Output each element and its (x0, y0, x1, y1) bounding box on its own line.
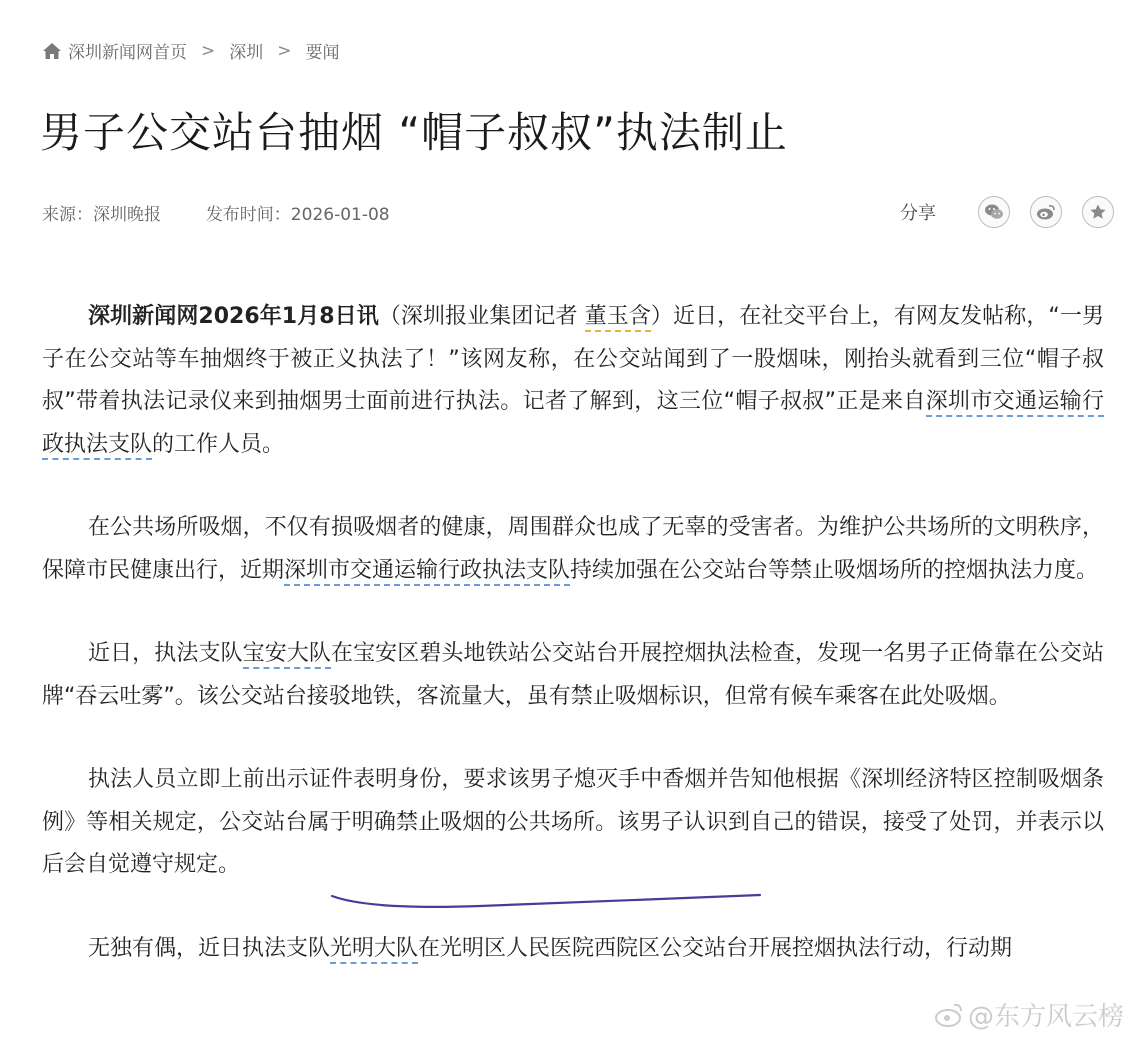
wechat-icon (984, 203, 1004, 221)
article-paragraph: 无独有偶，近日执法支队光明大队在光明区人民医院西院区公交站台开展控烟执法行动，行动期 (42, 928, 1104, 971)
share-weibo-button[interactable] (1030, 196, 1062, 228)
watermark-text: @东方风云榜 (967, 1002, 1124, 1032)
share-favorite-button[interactable] (1082, 196, 1114, 228)
share-label: 分享 (900, 203, 936, 224)
reporter-link[interactable]: 董玉含 (585, 304, 651, 332)
article-paragraph: 近日，执法支队宝安大队在宝安区碧头地铁站公交站台开展控烟执法检查，发现一名男子正倚靠在公交站牌“吞云吐雾”。该公交站台接驳地铁，客流量大，虽有禁止吸烟标识，但常有候车乘客在此处吸烟。 (42, 641, 1104, 709)
breadcrumb-separator: > (277, 40, 292, 61)
article-paragraph: 执法人员立即上前出示证件表明身份，要求该男子熄灭手中香烟并告知他根据《深圳经济特区控制吸烟条例》等相关规定，公交站台属于明确禁止吸烟的公共场所。该男子认识到自己的错误，接受了处罚，并表示以后会自觉遵守规定。 (42, 767, 1104, 877)
entity-link-enforcement-detachment[interactable]: 深圳市交通运输行政执法支队 (284, 558, 570, 586)
breadcrumb-news-link[interactable]: 要闻 (305, 43, 340, 63)
breadcrumb-separator: > (201, 40, 216, 61)
article-body (42, 296, 1104, 1011)
article-lead: 深圳新闻网2026年1月8日讯 (88, 304, 379, 329)
favorite-icon (1089, 203, 1107, 221)
weibo-icon (934, 1000, 964, 1030)
share-bar (900, 196, 1114, 228)
entity-link-baoan-brigade[interactable]: 宝安大队 (243, 641, 331, 669)
weibo-watermark (934, 996, 1124, 1033)
article-meta (42, 200, 390, 225)
page-title: 男子公交站台抽烟 “帽子叔叔”执法制止 (40, 108, 788, 157)
publish-time: 发布时间：2026-01-08 (205, 205, 390, 225)
share-wechat-button[interactable] (978, 196, 1010, 228)
entity-link-guangming-brigade[interactable]: 光明大队 (330, 936, 418, 964)
breadcrumb-home-link[interactable]: 深圳新闻网首页 (68, 43, 187, 63)
home-icon[interactable] (42, 41, 62, 61)
article-source: 来源：深圳晚报 (42, 205, 161, 225)
breadcrumb (42, 38, 340, 63)
entity-link-enforcement-detachment[interactable]: 深圳市交通运输行政执法支队 (42, 389, 1104, 460)
breadcrumb-shenzhen-link[interactable]: 深圳 (229, 43, 264, 63)
weibo-icon (1036, 203, 1056, 221)
article-paragraph: 在公共场所吸烟，不仅有损吸烟者的健康，周围群众也成了无辜的受害者。为维护公共场所的文明秩序，保障市民健康出行，近期深圳市交通运输行政执法支队持续加强在公交站台等禁止吸烟场所的控烟执法力度。 (42, 507, 1104, 592)
article-paragraph: 深圳新闻网2026年1月8日讯（深圳报业集团记者 董玉含）近日，在社交平台上，有网友发帖称，“一男子在公交站等车抽烟终于被正义执法了！”该网友称，在公交站闻到了一股烟味，刚抬头就看到三位“帽子叔叔”带着执法记录仪来到抽烟男士面前进行执法。记者了解到，这三位“帽子叔叔”正是来自深圳市交通运输行政执法支队的工作人员。 (42, 296, 1104, 466)
